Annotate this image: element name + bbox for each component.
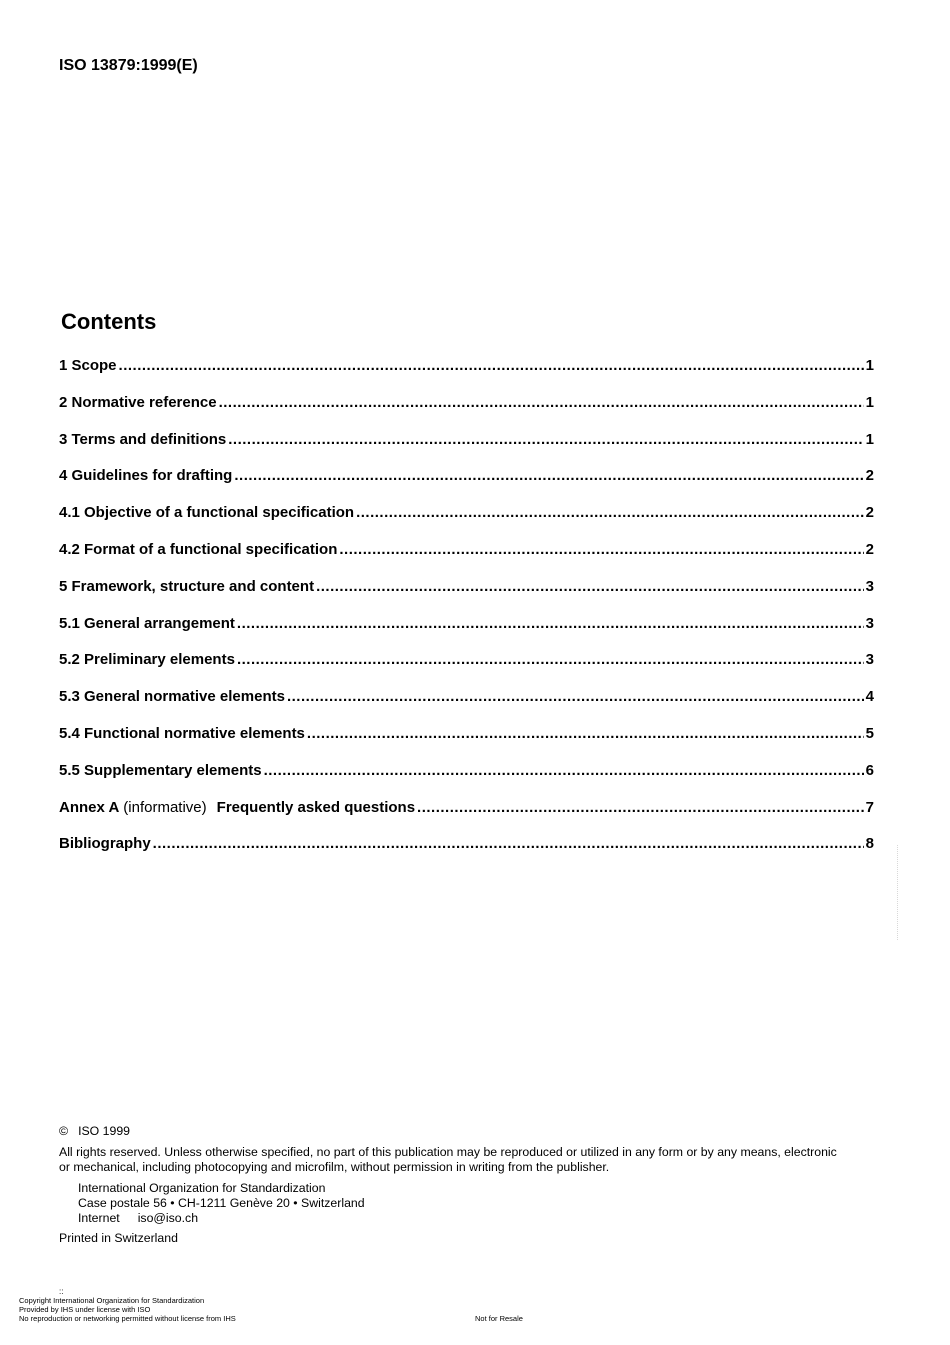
- internet-label: Internet: [78, 1211, 120, 1225]
- toc-entry[interactable]: [59, 467, 874, 504]
- toc-dot-leader: [417, 799, 864, 816]
- toc-entry[interactable]: [59, 541, 874, 578]
- toc-entry-title: [59, 762, 262, 779]
- footer-line-2: Provided by IHS under license with ISO: [19, 1305, 151, 1314]
- toc-entry[interactable]: [59, 578, 874, 615]
- not-for-resale: Not for Resale: [475, 1314, 523, 1323]
- license-footer: [19, 1287, 619, 1323]
- toc-entry[interactable]: [59, 762, 874, 799]
- toc-page-number: 1: [865, 430, 874, 448]
- toc-entry[interactable]: [59, 394, 874, 431]
- rights-line-1: All rights reserved. Unless otherwise specified, no part of this publication may be reproduced or utilized in any form or by any means, electronic: [59, 1145, 837, 1159]
- toc-entry-text: 4.1 Objective of a functional specification: [59, 504, 355, 522]
- toc-entry-text: 4.2 Format of a functional specification: [59, 540, 338, 558]
- toc-entry-annex-label: Annex A: [59, 798, 120, 816]
- rights-line-2: or mechanical, including photocopying and microfilm, without permission in writing from the publisher.: [59, 1160, 610, 1174]
- toc-entry-title: [59, 835, 151, 852]
- toc-dot-leader: [316, 578, 864, 595]
- toc-entry-text: 5.5 Supplementary elements: [59, 761, 262, 779]
- toc-entry[interactable]: [59, 504, 874, 541]
- toc-page-number: 1: [865, 393, 874, 411]
- toc-dot-leader: [356, 504, 864, 521]
- toc-dot-leader: [153, 835, 864, 852]
- toc-page-number: 2: [865, 467, 874, 485]
- internet-email-link[interactable]: iso@iso.ch: [137, 1211, 199, 1225]
- toc-entry-title: [59, 431, 226, 448]
- toc-entry-text: 5.4 Functional normative elements: [59, 724, 305, 742]
- toc-page-number: 5: [865, 724, 874, 742]
- toc-dot-leader: [219, 394, 864, 411]
- toc-entry-title: [59, 725, 305, 742]
- copyright-block: [59, 1124, 879, 1246]
- toc-entry-annex-type: (informative): [123, 798, 207, 816]
- toc-entry-title: [59, 578, 314, 595]
- rights-statement: [59, 1145, 879, 1175]
- toc-page-number: 3: [865, 651, 874, 669]
- org-name: International Organization for Standardization: [78, 1181, 326, 1195]
- toc-page-number: 1: [865, 357, 874, 374]
- toc-dot-leader: [228, 431, 863, 448]
- toc-entry[interactable]: [59, 799, 874, 836]
- toc-entry-text: 4 Guidelines for drafting: [59, 467, 233, 485]
- toc-page-number: 8: [865, 835, 874, 853]
- copyright-symbol: ©: [59, 1124, 69, 1138]
- toc-page-number: 2: [865, 504, 874, 522]
- publisher-address: [78, 1181, 879, 1226]
- toc-entry-text: 5.2 Preliminary elements: [59, 651, 235, 669]
- toc-entry-text: 1 Scope: [59, 357, 117, 374]
- toc-entry-title: [59, 615, 235, 632]
- copyright-year-line: [59, 1124, 879, 1139]
- org-internet: [78, 1211, 879, 1226]
- toc-entry-title: [59, 541, 337, 558]
- toc-entry-text: Frequently asked questions: [216, 798, 416, 816]
- footer-line-1: Copyright International Organization for Standardization: [19, 1296, 205, 1305]
- toc-page-number: 6: [865, 761, 874, 779]
- toc-page-number: 2: [865, 540, 874, 558]
- toc-entry[interactable]: [59, 357, 874, 394]
- org-postal-address: Case postale 56 • CH-1211 Genève 20 • Switzerland: [78, 1196, 365, 1210]
- toc-entry-title: [59, 504, 354, 521]
- toc-entry[interactable]: [59, 615, 874, 652]
- toc-dot-leader: [307, 725, 864, 742]
- margin-watermark: [897, 845, 902, 940]
- footer-marker: ::: [59, 1287, 64, 1296]
- toc-page-number: 3: [865, 614, 874, 632]
- toc-entry-text: 2 Normative reference: [59, 393, 217, 411]
- toc-dot-leader: [234, 467, 863, 484]
- footer-line-3: No reproduction or networking permitted without license from IHS: [19, 1314, 236, 1323]
- toc-entry-title: [59, 799, 415, 816]
- toc-entry[interactable]: [59, 431, 874, 468]
- toc-entry-text: 3 Terms and definitions: [59, 430, 227, 448]
- printed-in: Printed in Switzerland: [59, 1231, 178, 1245]
- toc-page-number: 7: [865, 798, 874, 816]
- toc-entry-text: 5.1 General arrangement: [59, 614, 235, 632]
- toc-dot-leader: [237, 651, 864, 668]
- toc-dot-leader: [119, 357, 864, 374]
- toc-dot-leader: [264, 762, 864, 779]
- toc-dot-leader: [237, 615, 864, 632]
- toc-entry-title: [59, 651, 235, 668]
- toc-entry-text: 5 Framework, structure and content: [59, 577, 315, 595]
- toc-entry-title: [59, 688, 285, 705]
- toc-dot-leader: [287, 688, 864, 705]
- toc-page-number: 4: [865, 688, 874, 706]
- toc-entry-title: [59, 467, 232, 484]
- copyright-year: ISO 1999: [78, 1124, 131, 1138]
- toc-entry[interactable]: [59, 688, 874, 725]
- toc-entry-title: [59, 357, 117, 374]
- toc-page-number: 3: [865, 577, 874, 595]
- contents-heading: Contents: [61, 309, 157, 334]
- toc-dot-leader: [339, 541, 863, 558]
- toc-entry[interactable]: [59, 835, 874, 872]
- toc-entry[interactable]: [59, 651, 874, 688]
- toc-entry-title: [59, 394, 217, 411]
- table-of-contents: [59, 357, 874, 872]
- document-id: ISO 13879:1999(E): [59, 57, 198, 74]
- toc-entry-text: 5.3 General normative elements: [59, 688, 285, 706]
- toc-entry-text: Bibliography: [59, 835, 151, 853]
- toc-entry[interactable]: [59, 725, 874, 762]
